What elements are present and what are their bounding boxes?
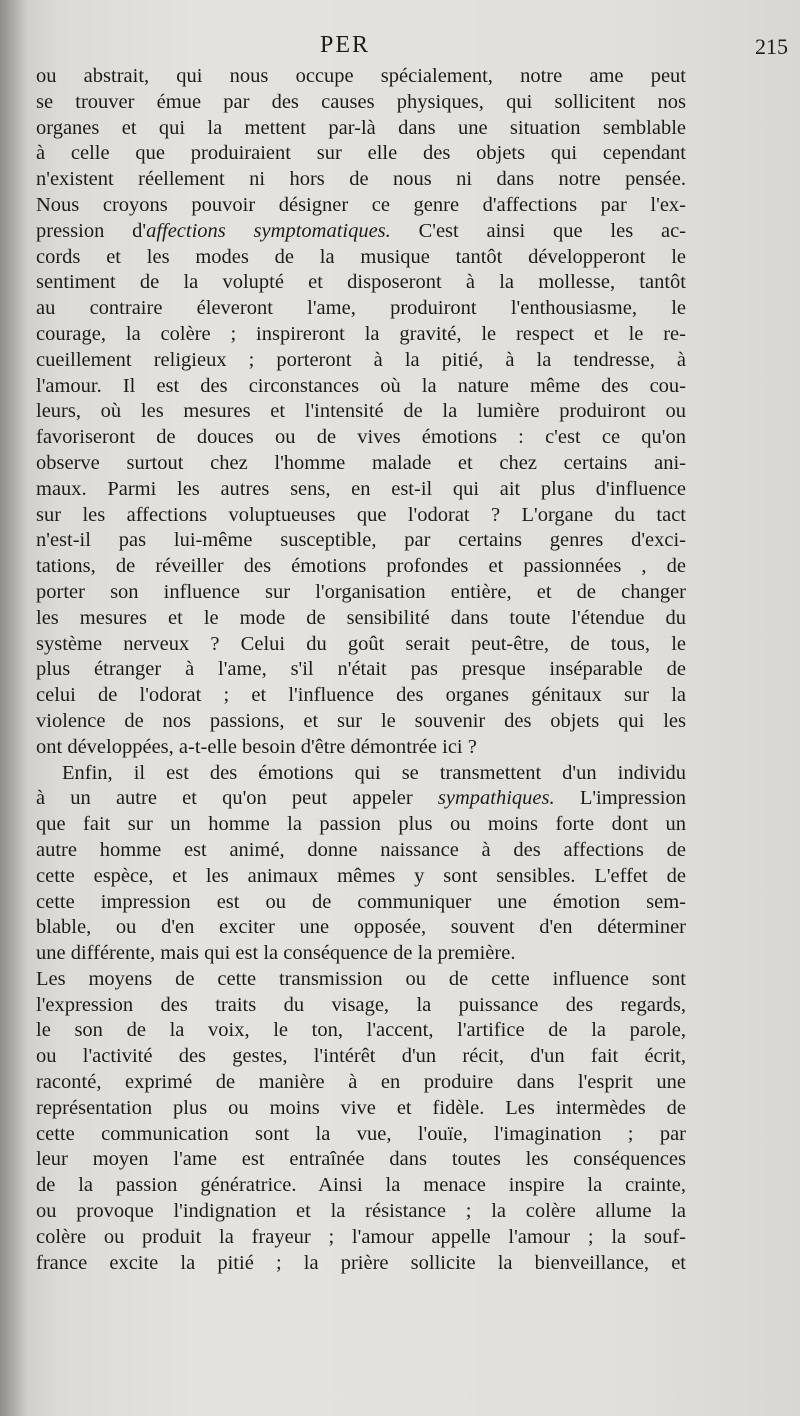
body-text (36, 64, 686, 1276)
text-run: maux. Parmi les autres sens, en est-il qui ait plus d'influence (36, 477, 686, 500)
text-line (36, 503, 686, 529)
text-line (36, 632, 686, 658)
text-line (36, 193, 686, 219)
text-run: porter son influence sur l'organisation entière, et de changer (36, 580, 686, 603)
text-run: à celle que produiraient sur elle des objets qui cependant (36, 142, 686, 165)
text-line (36, 270, 686, 296)
text-run: se trouver émue par des causes physiques, qui sollicitent nos (36, 90, 686, 113)
text-line (36, 580, 686, 606)
text-line (36, 683, 686, 709)
text-line (36, 709, 686, 735)
page-header (0, 32, 800, 68)
text-line (36, 425, 686, 451)
text-run: que fait sur un homme la passion plus ou moins forte dont un (36, 813, 686, 836)
text-line (36, 890, 686, 916)
text-run: système nerveux ? Celui du goût serait peut-être, de tous, le (36, 632, 686, 655)
text-run: celui de l'odorat ; et l'influence des organes génitaux sur la (36, 684, 686, 707)
text-line (36, 554, 686, 580)
text-line (36, 528, 686, 554)
text-run: Les moyens de cette transmission ou de cette influence sont (36, 967, 686, 990)
text-run: l'expression des traits du visage, la puissance des regards, (36, 993, 686, 1016)
text-run: n'existent réellement ni hors de nous ni dans notre pensée. (36, 168, 686, 191)
text-line (36, 116, 686, 142)
text-line (36, 735, 686, 761)
text-run: l'amour. Il est des circonstances où la nature même des cou- (36, 374, 686, 397)
text-line (36, 967, 686, 993)
text-run: autre homme est animé, donne naissance à des affections de (36, 838, 686, 861)
text-run: colère ou produit la frayeur ; l'amour appelle l'amour ; la souf- (36, 1225, 686, 1248)
text-run: violence de nos passions, et sur le souvenir des objets qui les (36, 709, 686, 732)
text-run: courage, la colère ; inspireront la gravité, le respect et le re- (36, 322, 686, 345)
text-run: organes et qui la mettent par-là dans une situation semblable (36, 116, 686, 139)
text-run: n'est-il pas lui-même susceptible, par certains genres d'exci- (36, 529, 686, 552)
text-line (36, 1070, 686, 1096)
text-line (36, 90, 686, 116)
text-line (36, 1225, 686, 1251)
text-line (36, 348, 686, 374)
text-run: cette espèce, et les animaux mêmes y sont sensibles. L'effet de (36, 864, 686, 887)
text-run: leurs, où les mesures et l'intensité de la lumière produiront ou (36, 400, 686, 423)
text-line (36, 399, 686, 425)
text-run: cette communication sont la vue, l'ouïe, l'imagination ; par (36, 1122, 686, 1145)
gutter-shadow (0, 0, 28, 1416)
text-run: sur les affections voluptueuses que l'odorat ? L'organe du tact (36, 503, 686, 526)
page-number: 215 (755, 34, 788, 59)
text-line (36, 219, 686, 245)
text-run: C'est ainsi que les ac- (390, 219, 686, 242)
text-line (36, 1044, 686, 1070)
text-line (36, 245, 686, 271)
text-line (36, 1251, 686, 1277)
text-line (36, 915, 686, 941)
text-run: favoriseront de douces ou de vives émotions : c'est ce qu'on (36, 426, 686, 449)
text-line (36, 64, 686, 90)
text-run: blable, ou d'en exciter une opposée, souvent d'en déterminer (36, 916, 686, 939)
text-run: le son de la voix, le ton, l'accent, l'artifice de la parole, (36, 1019, 686, 1042)
text-line (36, 812, 686, 838)
text-run: ou abstrait, qui nous occupe spécialement, notre ame peut (36, 65, 686, 87)
text-run: ont développées, a-t-elle besoin d'être démontrée ici ? (36, 735, 477, 758)
italic-term: sympathiques. (437, 787, 555, 810)
text-run: de la passion génératrice. Ainsi la menace inspire la crainte, (36, 1174, 686, 1197)
text-run: sentiment de la volupté et disposeront à la mollesse, tantôt (36, 271, 686, 294)
text-run: plus étranger à l'ame, s'il n'était pas presque inséparable de (36, 658, 686, 681)
text-line (36, 1096, 686, 1122)
text-line (36, 167, 686, 193)
text-run: une différente, mais qui est la conséquence de la première. (36, 942, 516, 965)
text-line (36, 657, 686, 683)
text-line (36, 477, 686, 503)
text-run: ou l'activité des gestes, l'intérêt d'un récit, d'un fait écrit, (36, 1045, 686, 1068)
text-run: représentation plus ou moins vive et fidèle. Les intermèdes de (36, 1096, 686, 1119)
text-line (36, 1147, 686, 1173)
text-line (36, 993, 686, 1019)
text-run: tations, de réveiller des émotions profondes et passionnées , de (36, 555, 686, 578)
text-line (36, 296, 686, 322)
text-run: Nous croyons pouvoir désigner ce genre d'affections par l'ex- (36, 193, 686, 216)
text-line (36, 864, 686, 890)
text-line (36, 1018, 686, 1044)
text-line (36, 1199, 686, 1225)
text-line (36, 1122, 686, 1148)
text-run: L'impression (554, 787, 686, 810)
text-line (36, 141, 686, 167)
text-run: observe surtout chez l'homme malade et chez certains ani- (36, 451, 686, 474)
text-line (36, 1173, 686, 1199)
text-line (36, 838, 686, 864)
text-run: france excite la pitié ; la prière sollicite la bienveillance, et (36, 1251, 686, 1274)
running-head: PER (320, 32, 371, 58)
text-run: pression d' (36, 219, 147, 242)
text-run: cette impression est ou de communiquer une émotion sem- (36, 890, 686, 913)
text-run: Enfin, il est des émotions qui se transmettent d'un individu (62, 761, 686, 784)
text-line (36, 941, 686, 967)
text-line (36, 761, 686, 787)
text-line (36, 322, 686, 348)
text-run: cords et les modes de la musique tantôt développeront le (36, 245, 686, 268)
text-run: les mesures et le mode de sensibilité dans toute l'étendue du (36, 606, 686, 629)
text-line (36, 606, 686, 632)
text-line (36, 786, 686, 812)
text-run: cueillement religieux ; porteront à la pitié, à la tendresse, à (36, 348, 686, 371)
text-line (36, 374, 686, 400)
italic-term: affections symptomatiques. (146, 219, 391, 242)
text-line (36, 451, 686, 477)
text-run: au contraire éleveront l'ame, produiront l'enthousiasme, le (36, 297, 686, 320)
text-run: à un autre et qu'on peut appeler (36, 787, 438, 810)
text-run: raconté, exprimé de manière à en produire dans l'esprit une (36, 1071, 686, 1094)
text-run: ou provoque l'indignation et la résistance ; la colère allume la (36, 1200, 686, 1223)
text-run: leur moyen l'ame est entraînée dans toutes les conséquences (36, 1148, 686, 1171)
